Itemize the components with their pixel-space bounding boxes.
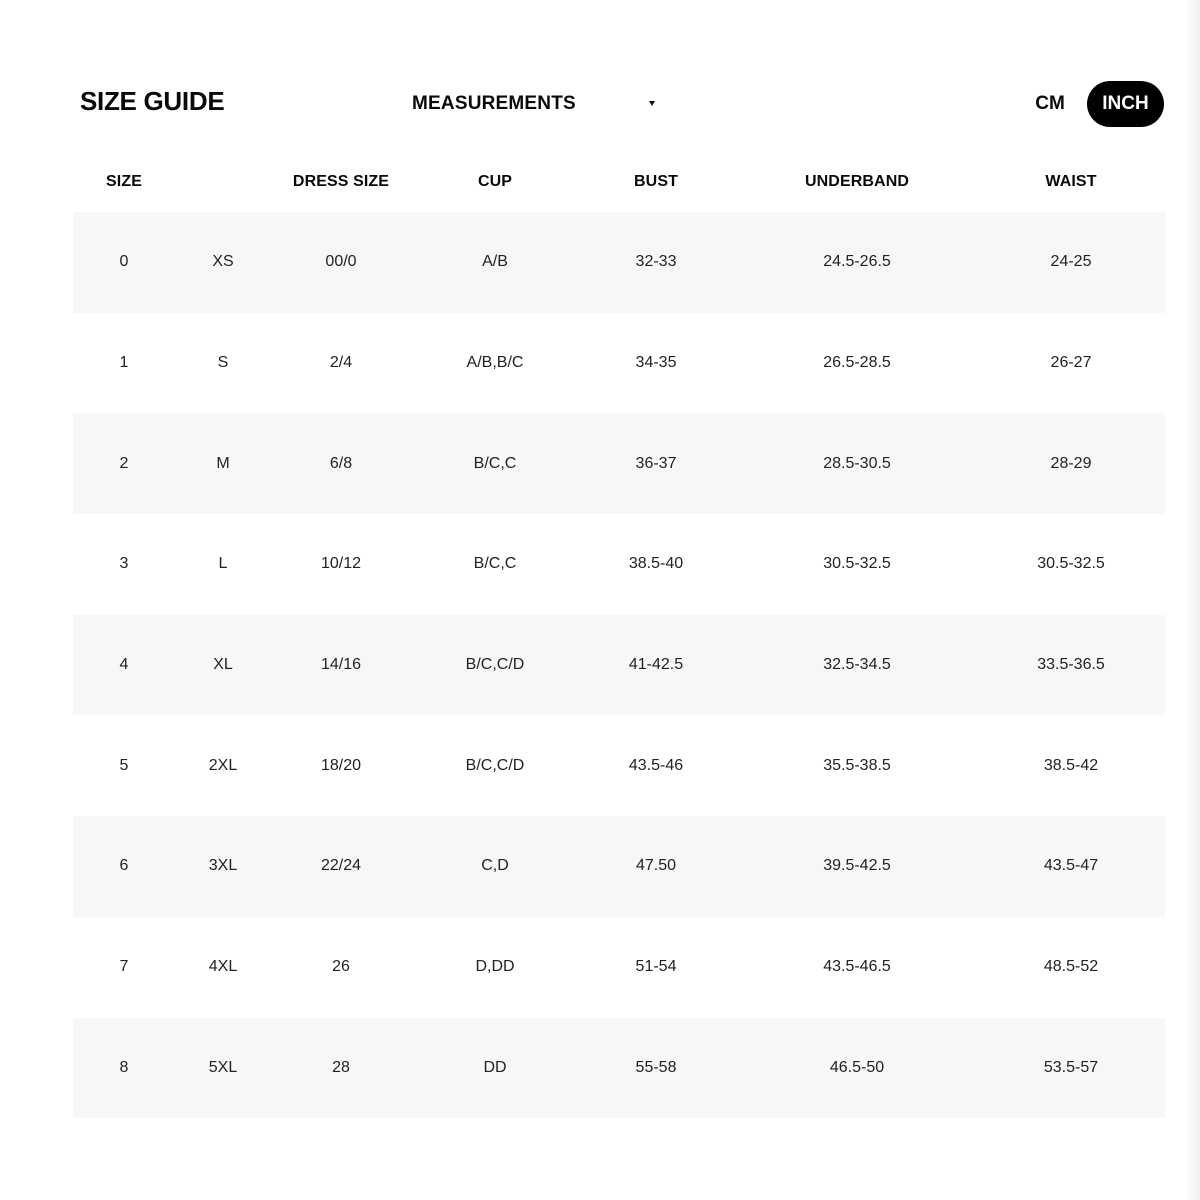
cell-cup: B/C,C/D bbox=[465, 756, 525, 774]
cell-bust: 41-42.5 bbox=[628, 656, 684, 674]
cell-letter-size: 4XL bbox=[208, 958, 238, 976]
cell-cup: B/C,C/D bbox=[465, 656, 525, 674]
cell-cup: B/C,C bbox=[473, 555, 517, 573]
cell-waist: 30.5-32.5 bbox=[1037, 555, 1105, 573]
cell-cup: A/B bbox=[482, 253, 508, 271]
table-row bbox=[73, 615, 1165, 716]
cell-waist: 33.5-36.5 bbox=[1037, 656, 1105, 674]
cell-bust: 51-54 bbox=[635, 958, 677, 976]
cell-size: 5 bbox=[119, 756, 129, 774]
measurements-dropdown[interactable] bbox=[412, 88, 662, 120]
table-row bbox=[73, 514, 1165, 615]
cell-underband: 28.5-30.5 bbox=[823, 454, 891, 472]
cell-size: 7 bbox=[119, 958, 129, 976]
cell-dress-size: 26 bbox=[332, 958, 350, 976]
header-bust: BUST bbox=[634, 173, 678, 190]
table-row bbox=[73, 715, 1165, 816]
header-waist: WAIST bbox=[1045, 173, 1097, 190]
cell-letter-size: S bbox=[217, 354, 229, 372]
cell-waist: 48.5-52 bbox=[1043, 958, 1099, 976]
header-size: SIZE bbox=[106, 173, 142, 190]
page-title: SIZE GUIDE bbox=[80, 86, 225, 116]
table-row bbox=[73, 212, 1165, 313]
cell-bust: 32-33 bbox=[635, 253, 677, 271]
cell-waist: 43.5-47 bbox=[1043, 857, 1099, 875]
cell-dress-size: 2/4 bbox=[329, 354, 353, 372]
cell-letter-size: 5XL bbox=[208, 1058, 238, 1076]
table-row bbox=[73, 413, 1165, 514]
size-table bbox=[73, 152, 1165, 1118]
cell-waist: 24-25 bbox=[1050, 253, 1092, 271]
cell-size: 8 bbox=[119, 1058, 129, 1076]
cell-letter-size: XL bbox=[213, 656, 233, 674]
cell-underband: 43.5-46.5 bbox=[823, 958, 891, 976]
cell-letter-size: M bbox=[216, 454, 230, 472]
cell-underband: 32.5-34.5 bbox=[823, 656, 891, 674]
cell-dress-size: 28 bbox=[332, 1058, 350, 1076]
cell-cup: D,DD bbox=[475, 958, 515, 976]
cell-underband: 39.5-42.5 bbox=[823, 857, 891, 875]
cell-size: 6 bbox=[119, 857, 129, 875]
unit-inch-button[interactable]: INCH bbox=[1087, 81, 1164, 127]
cell-cup: C,D bbox=[481, 857, 509, 875]
cell-cup: A/B,B/C bbox=[466, 354, 524, 372]
header-dress-size: DRESS SIZE bbox=[292, 173, 390, 190]
table-row bbox=[73, 917, 1165, 1018]
cell-bust: 34-35 bbox=[635, 354, 677, 372]
cell-waist: 26-27 bbox=[1050, 354, 1092, 372]
cell-letter-size: XS bbox=[212, 253, 234, 271]
cell-letter-size: 3XL bbox=[208, 857, 238, 875]
cell-size: 4 bbox=[119, 656, 129, 674]
cell-size: 1 bbox=[119, 354, 129, 372]
table-header-row bbox=[73, 152, 1165, 212]
cell-waist: 53.5-57 bbox=[1043, 1058, 1099, 1076]
cell-waist: 38.5-42 bbox=[1043, 756, 1099, 774]
cell-letter-size: 2XL bbox=[208, 756, 238, 774]
cell-bust: 36-37 bbox=[635, 454, 677, 472]
cell-size: 2 bbox=[119, 454, 129, 472]
cell-underband: 35.5-38.5 bbox=[823, 756, 891, 774]
cell-underband: 24.5-26.5 bbox=[823, 253, 891, 271]
header-cup: CUP bbox=[477, 173, 513, 190]
cell-bust: 55-58 bbox=[635, 1058, 677, 1076]
cell-dress-size: 18/20 bbox=[320, 756, 362, 774]
table-row bbox=[73, 816, 1165, 917]
cell-bust: 47.50 bbox=[635, 857, 677, 875]
cell-dress-size: 10/12 bbox=[320, 555, 362, 573]
cell-underband: 46.5-50 bbox=[829, 1058, 885, 1076]
cell-cup: B/C,C bbox=[473, 454, 517, 472]
table-row bbox=[73, 313, 1165, 414]
cell-bust: 43.5-46 bbox=[628, 756, 684, 774]
cell-size: 0 bbox=[119, 253, 129, 271]
cell-dress-size: 14/16 bbox=[320, 656, 362, 674]
cell-dress-size: 22/24 bbox=[320, 857, 362, 875]
header-underband: UNDERBAND bbox=[804, 173, 910, 190]
cell-dress-size: 00/0 bbox=[325, 253, 357, 271]
cell-size: 3 bbox=[119, 555, 129, 573]
cell-waist: 28-29 bbox=[1050, 454, 1092, 472]
caret-down-icon bbox=[649, 101, 655, 106]
edge-shadow bbox=[1186, 0, 1200, 1200]
cell-letter-size: L bbox=[218, 555, 228, 573]
unit-cm-button[interactable]: CM bbox=[1035, 93, 1065, 114]
cell-dress-size: 6/8 bbox=[329, 454, 353, 472]
cell-cup: DD bbox=[483, 1058, 507, 1076]
cell-underband: 26.5-28.5 bbox=[823, 354, 891, 372]
measurements-dropdown-label: MEASUREMENTS bbox=[412, 93, 576, 114]
cell-bust: 38.5-40 bbox=[628, 555, 684, 573]
cell-underband: 30.5-32.5 bbox=[823, 555, 891, 573]
table-row bbox=[73, 1018, 1165, 1119]
